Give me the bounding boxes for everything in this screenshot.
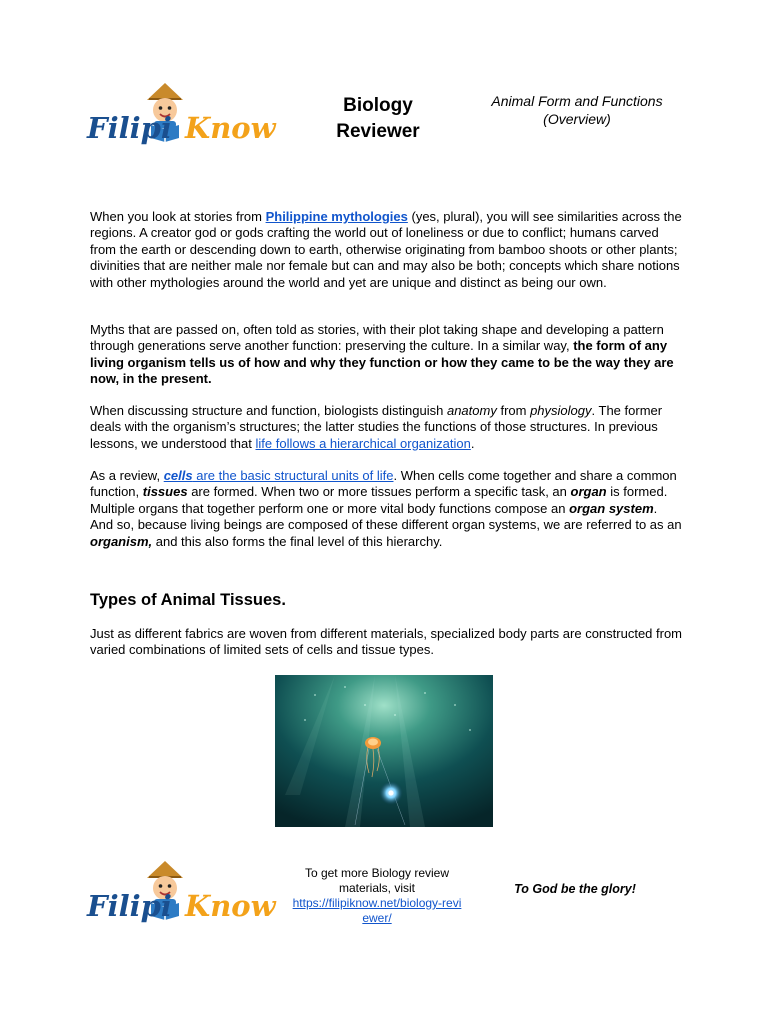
organ-term: organ (570, 484, 607, 500)
svg-text:Know: Know (185, 889, 276, 923)
organism-term: organism, (90, 533, 153, 549)
url-line-2: ewer/ (362, 911, 392, 925)
title-line-2: Reviewer (336, 121, 420, 142)
paragraph-mythologies (90, 209, 682, 291)
footer-line-1: To get more Biology review (304, 866, 450, 880)
p4-text-5: . And so, because living beings are composed of these different organ systems, we are referred to as an (90, 500, 682, 533)
filipiknow-footer-logo (85, 858, 276, 946)
p3-text-4: . (470, 435, 475, 451)
p5-text: Just as different fabrics are woven from different materials, specialized body parts are constructed from varied combinations of limited sets of cells and tissue types. (90, 626, 683, 658)
footer-more-materials (282, 866, 472, 926)
p3-text-3: . The former deals with the organism’s structures; the latter studies the functions of those structures. In previous lessons, we understood that (90, 403, 663, 451)
biology-reviewer-url-link[interactable] (293, 896, 462, 925)
svg-text:Filipi: Filipi (87, 889, 172, 923)
document-subtitle (470, 92, 684, 128)
cells-term: cells (163, 468, 193, 483)
subtitle-line-1: Animal Form and Functions (491, 93, 663, 109)
philippine-mythologies-link[interactable]: Philippine mythologies (265, 209, 408, 224)
title-line-1: Biology (343, 95, 413, 116)
paragraph-structure-function (90, 403, 682, 452)
anatomy-term: anatomy (446, 403, 497, 418)
footer-glory-text: To God be the glory! (514, 882, 636, 896)
paragraph-review-hierarchy (90, 468, 682, 550)
p1-text-start: When you look at stories from (90, 209, 266, 224)
physiology-term: physiology (530, 403, 592, 418)
p2-bold-text: the form of any living organism tells us of how and why they function or how they came to be the way they are now, in the present. (90, 338, 674, 387)
svg-text:Know: Know (185, 111, 276, 145)
logo-graphic (85, 80, 276, 168)
url-line-1: https://filipiknow.net/biology-revi (292, 896, 462, 910)
subtitle-line-2: (Overview) (543, 111, 611, 127)
p4-text-4: is formed. Multiple organs that together perform one or more vital body functions compose an (90, 484, 668, 516)
p2-text: Myths that are passed on, often told as stories, with their plot taking shape and developing a pattern through generations serve another function: preserving the culture. In a similar way, (90, 322, 664, 354)
filipiknow-logo (85, 80, 276, 168)
cells-link-rest: are the basic structural units of life (192, 468, 394, 483)
tissues-term: tissues (142, 484, 188, 500)
jellyfish-photo (275, 675, 493, 827)
section-heading-animal-tissues: Types of Animal Tissues. (90, 591, 286, 609)
paragraph-fabrics (90, 626, 682, 659)
p4-text-1: As a review, (90, 468, 164, 483)
p1-text-end: (yes, plural), you will see similarities across the regions. A creator god or gods crafting the world out of loneliness or due to conflict; humans carved from the earth or descending down to earth, otherwise originating from bamboo shoots or other plants; divinities that are neither male nor female but can and may also be both; concepts which share notions with other mythologies around the world and yet are unique and distinct as being our own. (90, 209, 682, 290)
paragraph-myths-form (90, 322, 682, 388)
organ-system-term: organ system (569, 500, 654, 516)
document-title (318, 93, 438, 145)
p4-text-6: and this also forms the final level of this hierarchy. (152, 533, 443, 549)
svg-text:Filipi: Filipi (87, 111, 172, 145)
p4-text-2: . When cells come together and share a common function, (90, 468, 677, 500)
jellyfish-image (275, 675, 493, 827)
p3-text-1: When discussing structure and function, biologists distinguish (90, 403, 447, 418)
footer-line-2: materials, visit (338, 881, 415, 895)
p4-text-3: are formed. When two or more tissues perform a specific task, an (187, 484, 571, 500)
footer-logo-graphic (85, 858, 276, 946)
hierarchical-organization-link[interactable]: life follows a hierarchical organization (255, 435, 471, 451)
cells-basic-units-link[interactable] (164, 468, 394, 483)
p3-text-2: from (496, 403, 531, 418)
